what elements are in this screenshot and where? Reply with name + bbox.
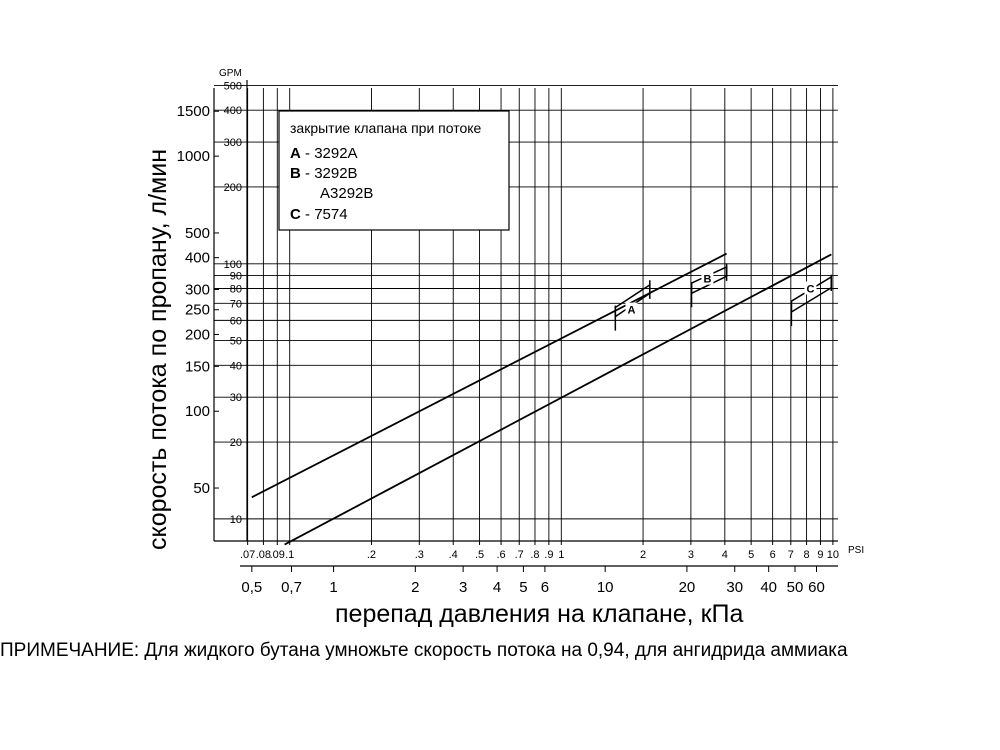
psi-tick-label-4: .2: [366, 549, 377, 561]
kpa-tick-label-7: 6: [540, 579, 550, 596]
psi-tick-label-0: .07: [239, 549, 256, 561]
lpm-tick-label-4: 300: [184, 281, 210, 299]
kpa-tick-label-2: 1: [329, 579, 338, 596]
legend-entry-b: B - 3292B: [290, 165, 358, 182]
kpa-tick-label-3: 2: [411, 579, 420, 596]
gpm-tick-label-1: 400: [223, 105, 242, 118]
lpm-tick-label-7: 150: [184, 358, 210, 376]
gpm-tick-label-4: 100: [223, 258, 242, 271]
lpm-tick-label-0: 1500: [176, 103, 210, 121]
psi-tick-label-18: 7: [787, 549, 794, 561]
psi-tick-label-3: .1: [285, 549, 295, 561]
kpa-tick-label-10: 30: [726, 579, 744, 596]
x-axis-title: перепад давления на клапане, кПа: [335, 600, 744, 628]
gpm-tick-label-12: 20: [229, 437, 242, 450]
lpm-tick-label-2: 500: [184, 224, 210, 242]
psi-tick-label-13: 2: [639, 549, 647, 561]
psi-tick-label-1: .08: [255, 549, 272, 561]
legend-entry-c: C - 7574: [290, 206, 348, 223]
gpm-tick-label-3: 200: [223, 181, 242, 194]
series-line-0: [252, 254, 727, 498]
kpa-tick-label-4: 3: [458, 579, 468, 596]
psi-tick-label-5: .3: [414, 549, 424, 561]
gpm-tick-label-11: 30: [229, 392, 242, 405]
kpa-tick-label-13: 60: [808, 579, 825, 596]
band-C-label: C: [806, 283, 815, 296]
psi-tick-label-15: 4: [721, 549, 728, 561]
psi-tick-label-8: .6: [496, 549, 506, 561]
psi-unit-label: PSI: [848, 545, 865, 556]
lpm-tick-label-1: 1000: [176, 148, 210, 166]
psi-tick-label-14: 3: [687, 549, 694, 561]
gpm-tick-label-9: 50: [229, 335, 242, 348]
legend-entry-b2: A3292B: [320, 185, 374, 202]
psi-tick-label-17: 6: [769, 549, 776, 561]
psi-tick-label-16: 5: [748, 549, 755, 561]
lpm-tick-label-8: 100: [184, 403, 210, 421]
psi-tick-label-10: .8: [530, 549, 540, 561]
psi-tick-label-11: .9: [544, 549, 554, 561]
kpa-tick-label-0: 0,5: [241, 579, 263, 596]
gpm-tick-label-2: 300: [223, 137, 242, 150]
band-B-label: B: [703, 273, 712, 286]
psi-tick-label-19: 8: [803, 549, 810, 561]
psi-tick-label-9: .7: [514, 549, 524, 561]
gpm-tick-label-10: 40: [229, 360, 242, 373]
kpa-tick-label-8: 10: [596, 579, 614, 596]
psi-tick-label-20: 9: [817, 549, 824, 561]
series-line-1: [285, 254, 832, 544]
kpa-tick-label-1: 0,7: [281, 579, 302, 596]
legend-title: закрытие клапана при потоке: [290, 120, 482, 136]
band-A-label: A: [627, 304, 636, 317]
psi-tick-label-2: .09: [269, 549, 285, 561]
kpa-tick-label-12: 50: [786, 579, 804, 596]
legend: [279, 111, 509, 230]
kpa-tick-label-11: 40: [760, 579, 778, 596]
gpm-tick-label-8: 60: [229, 315, 242, 328]
gpm-tick-label-6: 80: [229, 283, 242, 296]
gpm-tick-label-7: 70: [229, 298, 242, 311]
y-axis-title: скорость потока по пропану, л/мин: [144, 148, 172, 550]
footnote: ПРИМЕЧАНИЕ: Для жидкого бутана умножьте скорость потока на 0,94, для ангидрида аммиака: [0, 640, 848, 661]
psi-tick-label-12: 1: [558, 549, 565, 561]
gpm-tick-label-5: 90: [229, 270, 242, 283]
legend-entry-a: A - 3292A: [290, 145, 358, 162]
lpm-tick-label-5: 250: [184, 301, 210, 319]
gpm-unit-label: GPM: [219, 68, 242, 79]
gpm-tick-label-0: 500: [223, 80, 242, 93]
kpa-tick-label-9: 20: [678, 579, 696, 596]
gpm-tick-label-13: 10: [229, 513, 242, 526]
lpm-tick-label-9: 50: [193, 480, 210, 498]
lpm-tick-label-3: 400: [184, 249, 210, 267]
kpa-tick-label-5: 4: [492, 579, 502, 596]
psi-tick-label-7: .5: [474, 549, 485, 561]
kpa-tick-label-6: 5: [519, 579, 528, 596]
psi-tick-label-21: 10: [826, 549, 840, 561]
psi-tick-label-6: .4: [448, 549, 458, 561]
series-layer: [252, 254, 832, 545]
lpm-tick-label-6: 200: [184, 326, 210, 344]
